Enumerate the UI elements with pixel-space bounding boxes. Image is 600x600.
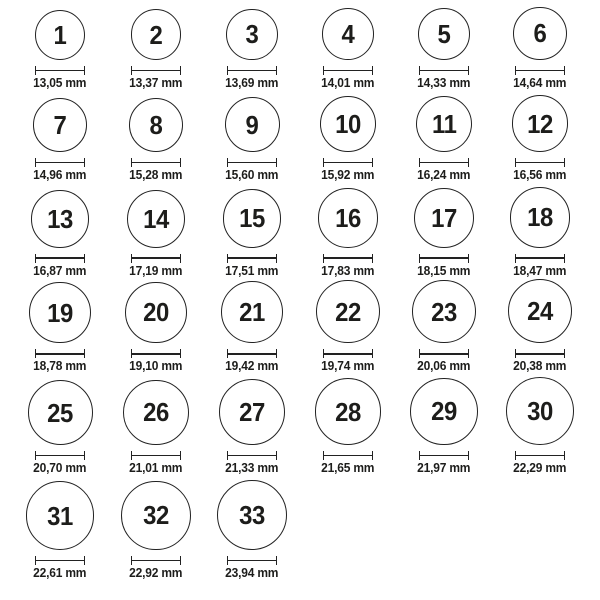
diameter-label: 17,83 mm [321,263,375,278]
ring-size-cell [12,0,108,95]
diameter-measure-line [419,158,469,167]
ring-size-number: 28 [335,396,361,427]
ring-circle [31,190,89,248]
diameter-measure-line [323,66,373,75]
diameter-label: 16,56 mm [513,168,567,182]
ring-circle [418,8,471,61]
ring-size-cell [12,377,108,480]
ring-size-number: 8 [149,109,163,140]
ring-size-number: 17 [431,202,457,233]
diameter-measure-line [131,254,181,263]
ring-circle [322,8,374,60]
ring-size-number: 2 [149,19,163,50]
ring-circle [508,279,572,343]
diameter-measure-line [419,451,469,460]
diameter-label: 20,38 mm [513,359,567,374]
ring-size-number: 15 [239,203,265,234]
ring-circle [29,282,90,343]
chart-row [12,187,588,279]
diameter-label: 15,92 mm [321,168,375,182]
diameter-label: 23,94 mm [225,566,279,580]
ring-circle [35,10,85,60]
ring-size-number: 4 [341,19,355,50]
diameter-label: 13,05 mm [33,76,87,90]
diameter-label: 17,19 mm [129,263,183,278]
diameter-measure-line [35,66,85,75]
ring-size-number: 13 [47,203,73,234]
ring-size-cell [108,0,204,95]
diameter-measure-line [323,349,373,358]
diameter-label: 18,15 mm [417,263,471,278]
ring-size-cell [204,187,300,283]
diameter-measure-line [515,451,565,460]
ring-size-number: 5 [437,18,451,49]
ring-size-number: 31 [47,500,73,531]
diameter-label: 21,33 mm [225,461,279,476]
ring-size-number: 11 [431,108,457,139]
ring-size-cell [492,95,588,187]
ring-size-number: 20 [143,297,169,328]
ring-circle [121,481,190,550]
diameter-label: 22,61 mm [33,566,87,580]
diameter-measure-line [515,349,565,358]
ring-circle [315,378,382,445]
ring-size-cell [12,95,108,187]
ring-size-cell [12,187,108,283]
diameter-measure-line [323,254,373,263]
ring-size-number: 16 [335,202,361,233]
ring-size-cell [108,95,204,187]
diameter-measure-line [227,556,277,565]
diameter-label: 19,42 mm [225,359,279,374]
diameter-measure-line [419,254,469,263]
ring-size-number: 3 [245,19,259,50]
diameter-measure-line [419,66,469,75]
diameter-measure-line [131,451,181,460]
ring-size-number: 18 [527,202,553,233]
diameter-measure-line [515,66,565,75]
ring-size-cell [12,477,108,585]
ring-circle [512,95,569,152]
diameter-label: 13,69 mm [225,76,279,90]
diameter-measure-line [227,451,277,460]
diameter-label: 17,51 mm [225,263,279,278]
ring-size-number: 23 [431,296,457,327]
ring-size-number: 22 [335,296,361,327]
diameter-measure-line [323,451,373,460]
chart-row [12,95,588,187]
ring-size-number: 14 [143,203,169,234]
ring-size-number: 29 [431,396,457,427]
diameter-label: 14,01 mm [321,76,375,90]
ring-size-cell [300,377,396,480]
diameter-measure-line [227,254,277,263]
diameter-label: 15,28 mm [129,168,183,182]
chart-row [12,477,588,585]
ring-size-cell [492,0,588,95]
ring-circle [131,9,182,60]
ring-circle [26,481,95,550]
ring-size-cell [300,187,396,283]
ring-size-number: 27 [239,397,265,427]
diameter-label: 20,70 mm [33,461,87,476]
ring-size-cell [396,0,492,95]
ring-size-number: 7 [53,110,67,141]
diameter-measure-line [227,349,277,358]
diameter-measure-line [515,158,565,167]
diameter-label: 14,96 mm [33,168,87,182]
ring-circle [219,379,285,445]
ring-size-number: 32 [143,500,169,531]
ring-circle [414,188,474,248]
diameter-measure-line [515,254,565,263]
ring-size-number: 30 [527,396,553,427]
ring-size-cell [396,187,492,283]
ring-circle [225,97,280,152]
ring-size-cell [204,0,300,95]
ring-circle [510,187,571,248]
ring-size-number: 12 [527,108,553,139]
ring-size-cell [300,279,396,378]
diameter-label: 21,97 mm [417,461,471,476]
diameter-measure-line [419,349,469,358]
diameter-label: 21,65 mm [321,461,375,476]
diameter-label: 20,06 mm [417,359,471,374]
diameter-label: 18,78 mm [33,359,87,374]
diameter-label: 16,87 mm [33,263,87,278]
diameter-label: 21,01 mm [129,461,183,476]
ring-circle [125,282,187,344]
ring-circle [506,377,574,445]
ring-size-cell [204,477,300,585]
diameter-label: 19,10 mm [129,359,183,374]
diameter-label: 22,29 mm [513,461,567,476]
ring-size-number: 9 [245,109,259,140]
ring-size-cell [204,377,300,480]
diameter-measure-line [35,451,85,460]
diameter-label: 18,47 mm [513,263,567,278]
ring-size-cell [108,279,204,378]
diameter-label: 14,33 mm [417,76,471,90]
ring-size-number: 10 [335,109,361,140]
ring-circle [513,7,566,60]
diameter-measure-line [35,158,85,167]
ring-size-number: 25 [47,397,73,428]
ring-circle [320,96,376,152]
chart-row [12,377,588,477]
diameter-measure-line [35,556,85,565]
ring-circle [129,98,183,152]
diameter-measure-line [227,158,277,167]
diameter-label: 22,92 mm [129,566,183,580]
diameter-label: 13,37 mm [129,76,183,90]
diameter-label: 16,24 mm [417,168,471,182]
ring-size-number: 26 [143,397,169,428]
chart-row [12,279,588,377]
ring-size-cell [108,187,204,283]
ring-circle [28,380,93,445]
ring-circle [316,280,379,343]
ring-circle [416,96,472,152]
ring-size-number: 24 [527,296,553,327]
ring-circle [223,189,282,248]
ring-circle [412,280,476,344]
diameter-measure-line [227,66,277,75]
ring-circle [127,190,185,248]
ring-size-cell [396,279,492,378]
ring-size-cell [492,187,588,283]
ring-size-cell [492,377,588,480]
diameter-measure-line [131,66,181,75]
ring-size-cell [396,95,492,187]
diameter-measure-line [35,254,85,263]
diameter-label: 14,64 mm [513,76,567,90]
ring-circle [226,9,277,60]
diameter-measure-line [35,349,85,358]
ring-size-cell [204,279,300,378]
ring-size-number: 1 [53,20,67,50]
ring-size-cell [204,95,300,187]
ring-size-cell [396,377,492,480]
ring-circle [33,98,87,152]
ring-circle [318,188,377,247]
ring-size-number: 6 [533,18,547,49]
ring-size-cell [12,279,108,378]
ring-circle [123,380,189,446]
ring-size-number: 21 [239,297,265,328]
diameter-measure-line [131,556,181,565]
ring-circle [410,378,478,446]
chart-row [12,0,588,95]
ring-size-cell [300,0,396,95]
ring-size-cell [108,377,204,480]
ring-size-cell [300,95,396,187]
ring-circle [217,480,287,550]
ring-size-number: 33 [239,500,265,530]
ring-size-cell [492,279,588,378]
ring-circle [221,281,284,344]
diameter-measure-line [131,158,181,167]
diameter-measure-line [131,349,181,358]
diameter-label: 19,74 mm [321,359,375,374]
diameter-measure-line [323,158,373,167]
ring-size-number: 19 [47,297,73,328]
diameter-label: 15,60 mm [225,168,279,182]
ring-size-cell [108,477,204,585]
